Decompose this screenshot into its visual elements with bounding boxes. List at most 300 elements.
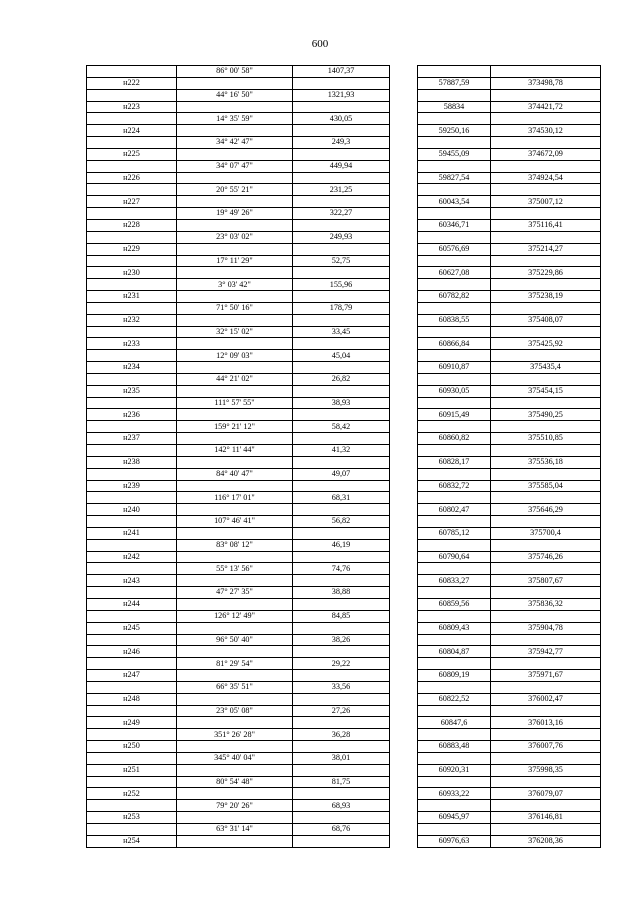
distance-cell: 68,93 — [293, 800, 390, 812]
angle-cell — [177, 622, 293, 634]
point-cell — [87, 113, 177, 125]
y-coordinate-cell: 375490,25 — [491, 409, 601, 421]
angle-cell — [177, 693, 293, 705]
x-coordinate-cell — [418, 681, 491, 693]
point-cell — [87, 681, 177, 693]
point-cell — [87, 587, 177, 599]
point-cell — [87, 89, 177, 101]
separator-cell — [390, 231, 418, 243]
x-coordinate-cell — [418, 610, 491, 622]
angle-cell: 80° 54' 48" — [177, 776, 293, 788]
x-coordinate-cell — [418, 658, 491, 670]
table-row — [87, 610, 601, 622]
y-coordinate-cell — [491, 184, 601, 196]
angle-cell: 32° 15' 02" — [177, 326, 293, 338]
table-row — [87, 480, 601, 492]
y-coordinate-cell — [491, 231, 601, 243]
y-coordinate-cell — [491, 705, 601, 717]
point-cell — [87, 66, 177, 78]
angle-cell: 142° 11' 44" — [177, 445, 293, 457]
table-row — [87, 646, 601, 658]
separator-cell — [390, 338, 418, 350]
y-coordinate-cell: 374530,12 — [491, 125, 601, 137]
angle-cell: 14° 35' 59" — [177, 113, 293, 125]
angle-cell: 107° 46' 41" — [177, 516, 293, 528]
angle-cell — [177, 267, 293, 279]
separator-cell — [390, 527, 418, 539]
separator-cell — [390, 835, 418, 847]
y-coordinate-cell: 376007,76 — [491, 741, 601, 753]
separator-cell — [390, 196, 418, 208]
distance-cell: 27,26 — [293, 705, 390, 717]
x-coordinate-cell — [418, 563, 491, 575]
distance-cell: 68,31 — [293, 492, 390, 504]
table-row — [87, 681, 601, 693]
angle-cell: 44° 16' 50" — [177, 89, 293, 101]
point-cell: н251 — [87, 764, 177, 776]
x-coordinate-cell: 60976,63 — [418, 835, 491, 847]
x-coordinate-cell — [418, 373, 491, 385]
y-coordinate-cell — [491, 468, 601, 480]
point-cell — [87, 752, 177, 764]
point-cell: н224 — [87, 125, 177, 137]
y-coordinate-cell — [491, 634, 601, 646]
x-coordinate-cell — [418, 279, 491, 291]
y-coordinate-cell — [491, 800, 601, 812]
x-coordinate-cell — [418, 255, 491, 267]
y-coordinate-cell — [491, 658, 601, 670]
distance-cell — [293, 551, 390, 563]
y-coordinate-cell: 376013,16 — [491, 717, 601, 729]
distance-cell — [293, 741, 390, 753]
y-coordinate-cell: 375836,32 — [491, 598, 601, 610]
table-row — [87, 693, 601, 705]
x-coordinate-cell: 59455,09 — [418, 148, 491, 160]
coordinates-table — [86, 65, 601, 848]
angle-cell: 96° 50' 40" — [177, 634, 293, 646]
point-cell: н236 — [87, 409, 177, 421]
x-coordinate-cell: 60822,52 — [418, 693, 491, 705]
distance-cell: 45,04 — [293, 350, 390, 362]
angle-cell: 71° 50' 16" — [177, 302, 293, 314]
point-cell: н248 — [87, 693, 177, 705]
angle-cell — [177, 385, 293, 397]
angle-cell: 19° 49' 26" — [177, 208, 293, 220]
distance-cell — [293, 788, 390, 800]
x-coordinate-cell — [418, 492, 491, 504]
separator-cell — [390, 160, 418, 172]
separator-cell — [390, 670, 418, 682]
table-row — [87, 243, 601, 255]
y-coordinate-cell — [491, 752, 601, 764]
separator-cell — [390, 468, 418, 480]
y-coordinate-cell — [491, 729, 601, 741]
table-row — [87, 788, 601, 800]
y-coordinate-cell — [491, 563, 601, 575]
angle-cell — [177, 835, 293, 847]
x-coordinate-cell: 60847,6 — [418, 717, 491, 729]
point-cell: н240 — [87, 504, 177, 516]
angle-cell — [177, 717, 293, 729]
distance-cell — [293, 101, 390, 113]
distance-cell — [293, 693, 390, 705]
table-row — [87, 516, 601, 528]
separator-cell — [390, 66, 418, 78]
angle-cell: 44° 21' 02" — [177, 373, 293, 385]
angle-cell — [177, 291, 293, 303]
y-coordinate-cell: 374672,09 — [491, 148, 601, 160]
point-cell — [87, 208, 177, 220]
y-coordinate-cell: 376002,47 — [491, 693, 601, 705]
point-cell — [87, 563, 177, 575]
angle-cell: 23° 03' 02" — [177, 231, 293, 243]
point-cell: н225 — [87, 148, 177, 160]
x-coordinate-cell: 60809,43 — [418, 622, 491, 634]
distance-cell: 84,85 — [293, 610, 390, 622]
separator-cell — [390, 705, 418, 717]
distance-cell: 41,32 — [293, 445, 390, 457]
x-coordinate-cell: 60809,19 — [418, 670, 491, 682]
y-coordinate-cell: 375585,04 — [491, 480, 601, 492]
distance-cell — [293, 835, 390, 847]
separator-cell — [390, 681, 418, 693]
distance-cell: 430,05 — [293, 113, 390, 125]
point-cell: н235 — [87, 385, 177, 397]
distance-cell — [293, 598, 390, 610]
point-cell — [87, 231, 177, 243]
separator-cell — [390, 717, 418, 729]
point-cell: н223 — [87, 101, 177, 113]
separator-cell — [390, 77, 418, 89]
distance-cell — [293, 456, 390, 468]
angle-cell — [177, 338, 293, 350]
separator-cell — [390, 516, 418, 528]
distance-cell: 74,76 — [293, 563, 390, 575]
distance-cell: 231,25 — [293, 184, 390, 196]
point-cell: н227 — [87, 196, 177, 208]
separator-cell — [390, 208, 418, 220]
table-row — [87, 409, 601, 421]
distance-cell — [293, 314, 390, 326]
angle-cell: 17° 11' 29" — [177, 255, 293, 267]
y-coordinate-cell: 375435,4 — [491, 362, 601, 374]
table-row — [87, 587, 601, 599]
point-cell — [87, 184, 177, 196]
x-coordinate-cell — [418, 587, 491, 599]
point-cell — [87, 824, 177, 836]
y-coordinate-cell — [491, 824, 601, 836]
point-cell — [87, 468, 177, 480]
y-coordinate-cell — [491, 373, 601, 385]
table-row — [87, 302, 601, 314]
table-row — [87, 385, 601, 397]
x-coordinate-cell — [418, 137, 491, 149]
point-cell: н245 — [87, 622, 177, 634]
distance-cell: 52,75 — [293, 255, 390, 267]
angle-cell — [177, 433, 293, 445]
distance-cell — [293, 764, 390, 776]
point-cell — [87, 800, 177, 812]
table-row — [87, 279, 601, 291]
angle-cell: 47° 27' 35" — [177, 587, 293, 599]
y-coordinate-cell: 375904,78 — [491, 622, 601, 634]
angle-cell: 116° 17' 01" — [177, 492, 293, 504]
angle-cell: 159° 21' 12" — [177, 421, 293, 433]
y-coordinate-cell — [491, 610, 601, 622]
coordinates-table-body — [87, 66, 601, 848]
separator-cell — [390, 350, 418, 362]
separator-cell — [390, 693, 418, 705]
table-row — [87, 101, 601, 113]
point-cell: н230 — [87, 267, 177, 279]
separator-cell — [390, 539, 418, 551]
separator-cell — [390, 125, 418, 137]
separator-cell — [390, 622, 418, 634]
x-coordinate-cell: 59827,54 — [418, 172, 491, 184]
distance-cell: 1407,37 — [293, 66, 390, 78]
y-coordinate-cell — [491, 326, 601, 338]
table-row — [87, 835, 601, 847]
x-coordinate-cell: 60802,47 — [418, 504, 491, 516]
distance-cell — [293, 812, 390, 824]
angle-cell — [177, 196, 293, 208]
separator-cell — [390, 575, 418, 587]
table-row — [87, 397, 601, 409]
angle-cell — [177, 362, 293, 374]
x-coordinate-cell — [418, 397, 491, 409]
distance-cell: 36,28 — [293, 729, 390, 741]
x-coordinate-cell: 60833,27 — [418, 575, 491, 587]
table-row — [87, 373, 601, 385]
point-cell — [87, 445, 177, 457]
point-cell — [87, 350, 177, 362]
y-coordinate-cell: 375971,67 — [491, 670, 601, 682]
distance-cell — [293, 504, 390, 516]
separator-cell — [390, 326, 418, 338]
separator-cell — [390, 373, 418, 385]
distance-cell — [293, 670, 390, 682]
point-cell: н239 — [87, 480, 177, 492]
distance-cell — [293, 291, 390, 303]
table-row — [87, 350, 601, 362]
angle-cell: 79° 20' 26" — [177, 800, 293, 812]
x-coordinate-cell: 60866,84 — [418, 338, 491, 350]
point-cell — [87, 610, 177, 622]
angle-cell — [177, 125, 293, 137]
distance-cell — [293, 172, 390, 184]
table-row — [87, 705, 601, 717]
y-coordinate-cell — [491, 208, 601, 220]
x-coordinate-cell: 60043,54 — [418, 196, 491, 208]
y-coordinate-cell: 375238,19 — [491, 291, 601, 303]
x-coordinate-cell — [418, 350, 491, 362]
table-row — [87, 172, 601, 184]
angle-cell — [177, 243, 293, 255]
point-cell: н244 — [87, 598, 177, 610]
distance-cell: 178,79 — [293, 302, 390, 314]
separator-cell — [390, 362, 418, 374]
point-cell: н252 — [87, 788, 177, 800]
table-row — [87, 219, 601, 231]
angle-cell — [177, 504, 293, 516]
x-coordinate-cell: 60576,69 — [418, 243, 491, 255]
x-coordinate-cell — [418, 468, 491, 480]
point-cell: н249 — [87, 717, 177, 729]
separator-cell — [390, 184, 418, 196]
x-coordinate-cell — [418, 89, 491, 101]
angle-cell — [177, 148, 293, 160]
point-cell: н232 — [87, 314, 177, 326]
table-row — [87, 741, 601, 753]
table-row — [87, 326, 601, 338]
angle-cell — [177, 575, 293, 587]
x-coordinate-cell — [418, 421, 491, 433]
y-coordinate-cell — [491, 587, 601, 599]
separator-cell — [390, 764, 418, 776]
table-row — [87, 267, 601, 279]
separator-cell — [390, 397, 418, 409]
angle-cell: 20° 55' 21" — [177, 184, 293, 196]
distance-cell: 46,19 — [293, 539, 390, 551]
table-row — [87, 670, 601, 682]
separator-cell — [390, 302, 418, 314]
angle-cell: 351° 26' 28" — [177, 729, 293, 741]
point-cell: н247 — [87, 670, 177, 682]
y-coordinate-cell: 375408,07 — [491, 314, 601, 326]
table-row — [87, 231, 601, 243]
x-coordinate-cell: 60346,71 — [418, 219, 491, 231]
x-coordinate-cell: 60883,48 — [418, 741, 491, 753]
separator-cell — [390, 752, 418, 764]
point-cell: н238 — [87, 456, 177, 468]
x-coordinate-cell: 60828,17 — [418, 456, 491, 468]
page-number: 600 — [311, 38, 329, 50]
point-cell — [87, 516, 177, 528]
distance-cell: 33,45 — [293, 326, 390, 338]
table-row — [87, 362, 601, 374]
point-cell — [87, 255, 177, 267]
x-coordinate-cell — [418, 634, 491, 646]
distance-cell — [293, 646, 390, 658]
point-cell — [87, 160, 177, 172]
x-coordinate-cell — [418, 113, 491, 125]
separator-cell — [390, 646, 418, 658]
separator-cell — [390, 113, 418, 125]
separator-cell — [390, 598, 418, 610]
distance-cell: 26,82 — [293, 373, 390, 385]
table-row — [87, 196, 601, 208]
angle-cell: 111° 57' 55" — [177, 397, 293, 409]
distance-cell: 33,56 — [293, 681, 390, 693]
y-coordinate-cell — [491, 681, 601, 693]
table-row — [87, 764, 601, 776]
y-coordinate-cell — [491, 516, 601, 528]
distance-cell: 322,27 — [293, 208, 390, 220]
angle-cell — [177, 741, 293, 753]
separator-cell — [390, 776, 418, 788]
x-coordinate-cell: 60804,87 — [418, 646, 491, 658]
x-coordinate-cell — [418, 800, 491, 812]
x-coordinate-cell: 60933,22 — [418, 788, 491, 800]
angle-cell — [177, 598, 293, 610]
angle-cell: 126° 12' 49" — [177, 610, 293, 622]
distance-cell — [293, 267, 390, 279]
y-coordinate-cell: 375646,29 — [491, 504, 601, 516]
table-row — [87, 527, 601, 539]
table-row — [87, 137, 601, 149]
point-cell — [87, 776, 177, 788]
angle-cell: 34° 07' 47" — [177, 160, 293, 172]
x-coordinate-cell — [418, 539, 491, 551]
separator-cell — [390, 634, 418, 646]
y-coordinate-cell: 375807,67 — [491, 575, 601, 587]
x-coordinate-cell — [418, 160, 491, 172]
separator-cell — [390, 504, 418, 516]
separator-cell — [390, 433, 418, 445]
separator-cell — [390, 587, 418, 599]
y-coordinate-cell — [491, 492, 601, 504]
separator-cell — [390, 492, 418, 504]
point-cell: н233 — [87, 338, 177, 350]
x-coordinate-cell: 60838,55 — [418, 314, 491, 326]
point-cell: н228 — [87, 219, 177, 231]
separator-cell — [390, 137, 418, 149]
distance-cell — [293, 362, 390, 374]
table-row — [87, 504, 601, 516]
point-cell: н253 — [87, 812, 177, 824]
y-coordinate-cell — [491, 66, 601, 78]
distance-cell — [293, 433, 390, 445]
table-row — [87, 255, 601, 267]
distance-cell — [293, 196, 390, 208]
point-cell — [87, 658, 177, 670]
distance-cell: 155,96 — [293, 279, 390, 291]
y-coordinate-cell — [491, 279, 601, 291]
table-row — [87, 717, 601, 729]
angle-cell — [177, 764, 293, 776]
distance-cell — [293, 575, 390, 587]
distance-cell: 58,42 — [293, 421, 390, 433]
table-row — [87, 77, 601, 89]
y-coordinate-cell — [491, 539, 601, 551]
angle-cell — [177, 527, 293, 539]
table-row — [87, 433, 601, 445]
y-coordinate-cell — [491, 137, 601, 149]
distance-cell: 38,26 — [293, 634, 390, 646]
separator-cell — [390, 445, 418, 457]
distance-cell: 38,88 — [293, 587, 390, 599]
x-coordinate-cell: 60785,12 — [418, 527, 491, 539]
x-coordinate-cell: 60790,64 — [418, 551, 491, 563]
separator-cell — [390, 741, 418, 753]
distance-cell — [293, 243, 390, 255]
x-coordinate-cell — [418, 776, 491, 788]
table-row — [87, 314, 601, 326]
separator-cell — [390, 243, 418, 255]
angle-cell: 34° 42' 47" — [177, 137, 293, 149]
x-coordinate-cell: 60627,08 — [418, 267, 491, 279]
x-coordinate-cell: 60945,97 — [418, 812, 491, 824]
separator-cell — [390, 824, 418, 836]
x-coordinate-cell — [418, 231, 491, 243]
angle-cell — [177, 77, 293, 89]
angle-cell — [177, 670, 293, 682]
x-coordinate-cell — [418, 66, 491, 78]
x-coordinate-cell — [418, 729, 491, 741]
table-row — [87, 658, 601, 670]
point-cell — [87, 539, 177, 551]
angle-cell: 83° 08' 12" — [177, 539, 293, 551]
